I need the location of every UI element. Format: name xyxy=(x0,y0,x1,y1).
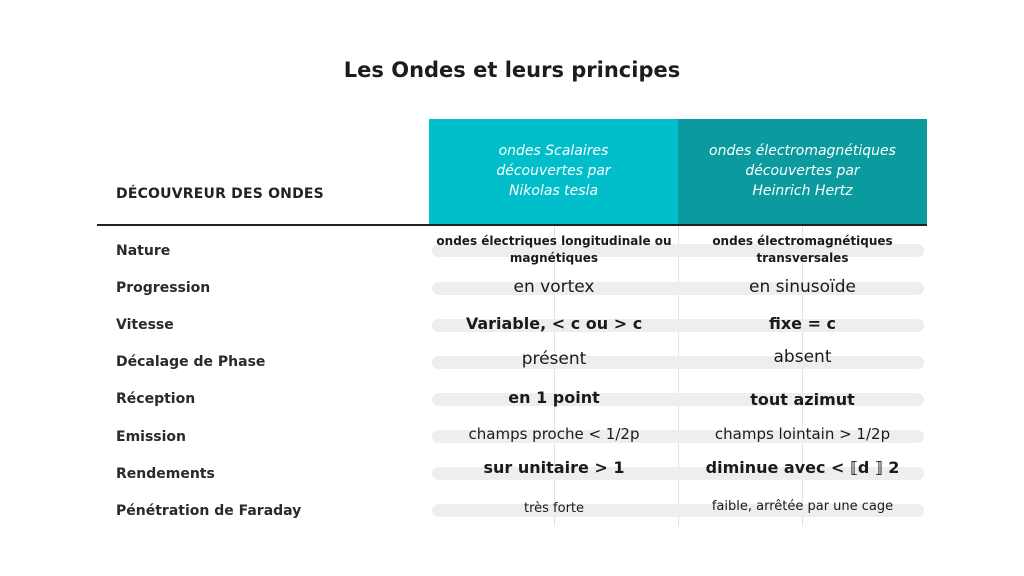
cell-nature-scalar: ondes électriques longitudinale ou magnétiques xyxy=(436,234,672,265)
row-header-label: DÉCOUVREUR DES ONDES xyxy=(116,186,324,202)
cell-emission-scalar: champs proche < 1/2p xyxy=(468,425,640,443)
cell-reception-em: tout azimut xyxy=(750,390,855,409)
column-header-scalar-waves xyxy=(429,119,678,224)
column-header-line: ondes électromagnétiques xyxy=(709,143,896,159)
row-label-vitesse: Vitesse xyxy=(116,317,174,333)
row-label-nature: Nature xyxy=(116,243,171,259)
column-header-line: Heinrich Hertz xyxy=(752,183,853,199)
cell-decalage-scalar: présent xyxy=(521,349,587,369)
cell-emission-em: champs lointain > 1/2p xyxy=(714,425,891,443)
row-label-penetration: Pénétration de Faraday xyxy=(116,503,302,519)
column-gridline xyxy=(554,226,555,526)
row-label-progression: Progression xyxy=(116,280,211,296)
cell-nature-em: ondes électromagnétiques transversales xyxy=(712,234,893,265)
page-title: Les Ondes et leurs principes xyxy=(343,58,681,82)
cell-decalage-em: absent xyxy=(773,347,832,367)
cell-progression-scalar: en vortex xyxy=(513,277,595,297)
row-label-rendements: Rendements xyxy=(116,466,215,482)
column-gridline xyxy=(802,226,803,526)
row-label-decalage: Décalage de Phase xyxy=(116,354,266,370)
cell-rendements-em: diminue avec < ⟦d ⟧ 2 xyxy=(705,458,900,477)
cell-penetration-em: faible, arrêtée par une cage xyxy=(711,499,894,514)
cell-vitesse-scalar: Variable, < c ou > c xyxy=(465,314,643,333)
row-label-emission: Emission xyxy=(116,429,186,445)
cell-progression-em: en sinusoïde xyxy=(749,277,856,297)
column-header-line: découvertes par xyxy=(496,163,611,179)
column-header-line: Nikolas tesla xyxy=(508,183,599,199)
column-header-line: découvertes par xyxy=(745,163,860,179)
cell-reception-scalar: en 1 point xyxy=(508,388,600,407)
column-gridline xyxy=(678,226,679,526)
cell-vitesse-em: fixe = c xyxy=(768,314,837,333)
column-header-em-waves xyxy=(678,119,927,224)
column-header-line: ondes Scalaires xyxy=(498,143,609,159)
cell-penetration-scalar: très forte xyxy=(523,501,585,516)
cell-rendements-scalar: sur unitaire > 1 xyxy=(483,458,625,477)
row-label-reception: Réception xyxy=(116,391,196,407)
